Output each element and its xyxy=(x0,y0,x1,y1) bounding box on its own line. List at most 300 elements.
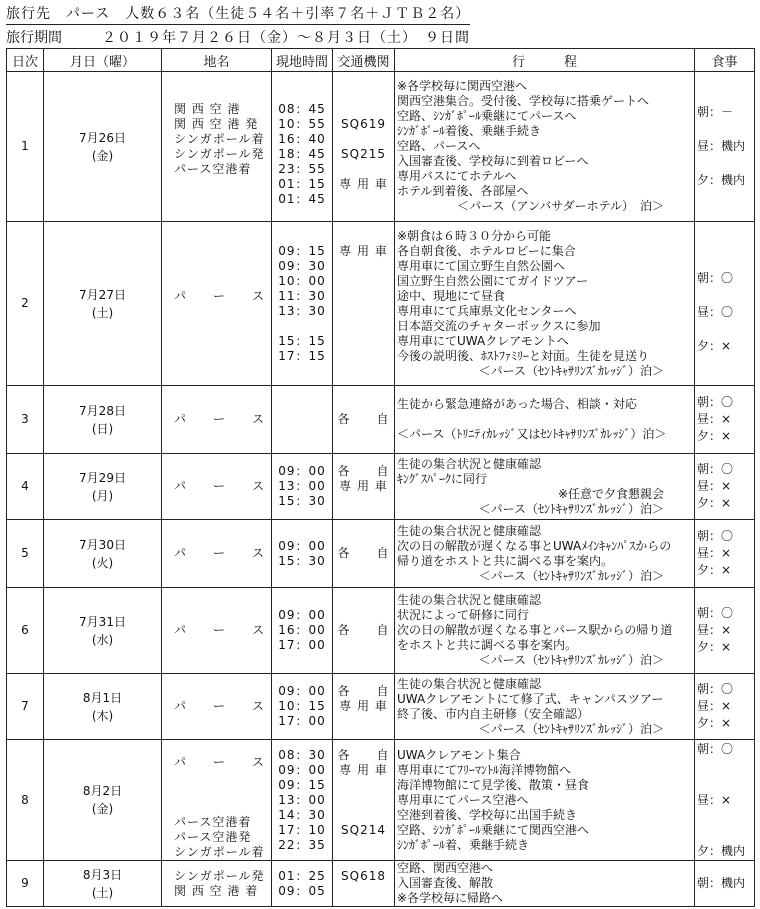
local-time: 13：00 xyxy=(278,792,326,807)
place-name: パース空港着 xyxy=(174,815,252,829)
local-time: 01：15 xyxy=(278,176,326,191)
itinerary-line: ｼﾝｶﾞﾎﾟｰﾙ着後、乗継手続き xyxy=(397,124,542,138)
date-text: 7月30日 xyxy=(79,537,126,552)
meal-entry xyxy=(697,809,752,826)
meal-entry: 夕：× xyxy=(697,563,732,577)
transport-mode xyxy=(335,778,392,793)
place-name: シンガポール着 xyxy=(174,845,265,859)
transport-cell xyxy=(333,222,395,386)
itinerary-cell xyxy=(395,674,695,740)
itinerary-line: 入国審査後、解散 xyxy=(397,876,494,890)
transport-mode xyxy=(335,87,392,102)
meal-entry: 朝：〇 xyxy=(697,270,734,285)
transport-cell xyxy=(333,454,395,520)
time-cell xyxy=(272,861,333,907)
place-name xyxy=(164,349,269,364)
time-cell xyxy=(272,386,333,454)
local-time: 14：30 xyxy=(278,807,326,822)
itinerary-line: 専用バスにてホテルへ xyxy=(397,169,517,183)
itinerary-line: UWAクレアモント集合 xyxy=(397,747,521,762)
local-time xyxy=(274,87,330,102)
trip-destination-line: 旅行先 パース 人数６３名（生徒５４名＋引率７名＋ＪＴＢ２名） xyxy=(6,3,470,25)
meal-entry: 朝：〇 xyxy=(697,529,734,543)
meal-entry: 朝：〇 xyxy=(697,682,734,696)
day-number-text: 5 xyxy=(21,546,29,560)
place-cell xyxy=(162,674,272,740)
meal-entry xyxy=(697,826,752,843)
itinerary-line: 今後の説明後、ﾎｽﾄﾌｧﾐﾘｰと対面。生徒を見送り xyxy=(397,348,650,363)
meal-entry xyxy=(697,121,752,138)
day-number-text: 8 xyxy=(21,792,29,807)
meal-entry: 昼：機内 xyxy=(697,139,746,153)
day-number-text: 3 xyxy=(21,412,29,426)
place-name xyxy=(164,319,269,334)
meal-entry xyxy=(697,758,752,775)
col-transport: 交通機関 xyxy=(333,49,395,72)
itinerary-line: ｷﾝｸﾞｽﾊﾟｰｸに同行 xyxy=(397,471,488,486)
transport-cell xyxy=(333,588,395,674)
transport-mode: SQ619 xyxy=(341,116,386,131)
itinerary-line: ホテル到着後、各部屋へ xyxy=(397,184,529,198)
day-number-text: 6 xyxy=(21,623,29,637)
itinerary-line: 専用車にて兵庫県文化センターへ xyxy=(397,303,577,318)
local-time: 08：45 xyxy=(278,101,326,116)
meal-entry: 昼：× xyxy=(697,699,732,713)
date-cell xyxy=(44,861,162,907)
local-time xyxy=(274,229,330,244)
date-cell xyxy=(44,222,162,386)
table-row xyxy=(7,861,755,907)
local-time: 11：30 xyxy=(278,288,326,303)
time-cell xyxy=(272,72,333,222)
meal-entry: 夕：× xyxy=(697,496,732,510)
weekday-text: (火) xyxy=(91,555,114,570)
place-name xyxy=(164,87,269,102)
place-name xyxy=(164,259,269,274)
transport-cell xyxy=(333,520,395,588)
local-time: 08：30 xyxy=(278,747,326,762)
itinerary-cell xyxy=(395,520,695,588)
itinerary-line: 空港到着後、学校毎に出国手続き xyxy=(397,807,578,822)
col-day: 日次 xyxy=(7,49,44,72)
transport-mode xyxy=(335,714,392,729)
place-name xyxy=(164,334,269,349)
itinerary-line: をホストと共に調べる事を案内。 xyxy=(397,638,578,652)
local-time: 16：00 xyxy=(278,623,326,637)
meal-entry: 朝：〇 xyxy=(697,741,734,756)
itinerary-line: 次の日の解散が遅くなる事とUWAﾒｲﾝｷｬﾝﾊﾟｽからの xyxy=(397,538,672,553)
itinerary-cell xyxy=(395,386,695,454)
place-name xyxy=(164,364,269,379)
transport-cell xyxy=(333,674,395,740)
meal-entry: 夕：機内 xyxy=(697,173,746,187)
local-time: 22：35 xyxy=(278,837,326,852)
weekday-text: (土) xyxy=(91,885,114,900)
transport-mode xyxy=(335,334,392,349)
day-number xyxy=(7,674,44,740)
transport-mode xyxy=(335,304,392,319)
itinerary-line: 専用車にてﾌﾘｰﾏﾝﾄﾙ海洋博物館へ xyxy=(397,762,572,777)
transport-mode: 専 用 車 xyxy=(339,176,388,191)
day-number xyxy=(7,72,44,222)
local-time: 09：00 xyxy=(278,762,326,777)
meal-entry: 朝：〇 xyxy=(697,395,734,409)
itinerary-table xyxy=(6,48,755,907)
place-name: シンガポール着 xyxy=(174,131,265,146)
local-time: 01：25 xyxy=(278,868,326,883)
trip-period-value: ２０１９年７月２６日（金）～８月３日（土） ９日間 xyxy=(102,30,470,46)
date-text: 7月31日 xyxy=(79,614,126,629)
local-time: 15：15 xyxy=(278,333,326,348)
itinerary-line: 生徒の集合状況と健康確認 xyxy=(397,523,542,538)
itinerary-line: ※朝食は６時３０分から可能 xyxy=(397,228,552,243)
local-time: 16：40 xyxy=(278,131,326,146)
date-text: 7月29日 xyxy=(79,470,126,485)
time-cell xyxy=(272,520,333,588)
date-cell xyxy=(44,520,162,588)
lodging-note: ＜パース（ｾﾝﾄｷｬｻﾘﾝｽﾞｶﾚｯｼﾞ）泊＞ xyxy=(478,568,664,583)
local-time: 09：30 xyxy=(278,258,326,273)
itinerary-line: 空路、関西空港へ xyxy=(397,861,494,875)
meal-entry xyxy=(697,287,752,304)
local-time: 15：30 xyxy=(278,553,326,568)
transport-mode xyxy=(335,808,392,823)
place-cell xyxy=(162,386,272,454)
place-name xyxy=(164,274,269,289)
transport-mode xyxy=(335,274,392,289)
meal-entry: 昼：× xyxy=(697,546,732,560)
place-name xyxy=(164,244,269,259)
itinerary-line xyxy=(397,412,692,427)
meal-entry xyxy=(697,775,752,792)
local-time: 09：15 xyxy=(278,243,326,258)
place-name: 関 西 空 港 着 xyxy=(174,883,259,898)
transport-mode: 各 自 xyxy=(337,546,390,560)
transport-cell xyxy=(333,72,395,222)
col-meals: 食事 xyxy=(695,49,755,72)
meal-entry: 昼：× xyxy=(697,623,732,637)
place-name: パ ー ス xyxy=(174,412,266,426)
meal-entry xyxy=(697,155,752,172)
place-name: パ ー ス xyxy=(174,699,266,713)
place-name: パース空港発 xyxy=(174,830,252,844)
itinerary-line: 途中、現地にて昼食 xyxy=(397,288,506,303)
meals-cell xyxy=(695,588,755,674)
meals-cell xyxy=(695,454,755,520)
date-cell xyxy=(44,740,162,861)
date-text: 8月1日 xyxy=(82,690,123,705)
date-cell xyxy=(44,588,162,674)
meal-entry: 夕：× xyxy=(697,429,732,443)
date-cell xyxy=(44,454,162,520)
weekday-text: (月) xyxy=(91,488,114,503)
meals-cell xyxy=(695,520,755,588)
table-row xyxy=(7,454,755,520)
place-name: シンガポール発 xyxy=(174,868,265,883)
place-name: 関 西 空 港 発 xyxy=(174,116,259,131)
col-place: 地名 xyxy=(162,49,272,72)
meal-entry: 昼：× xyxy=(697,792,732,807)
transport-mode xyxy=(335,102,392,117)
local-time: 10：00 xyxy=(278,273,326,288)
day-number-text: 9 xyxy=(21,876,29,890)
day-number xyxy=(7,861,44,907)
itinerary-line: ※各学校毎に帰路へ xyxy=(397,891,504,905)
lodging-note: ＜パース（ﾄﾘﾆﾃｨｶﾚｯｼﾞ又はｾﾝﾄｷｬｻﾘﾝｽﾞｶﾚｯｼﾞ）泊＞ xyxy=(397,427,667,441)
place-name xyxy=(164,800,269,815)
itinerary-cell xyxy=(395,222,695,386)
transport-mode xyxy=(335,259,392,274)
time-cell xyxy=(272,740,333,861)
meals-cell xyxy=(695,222,755,386)
meal-entry: 朝：機内 xyxy=(697,876,746,890)
local-time: 10：55 xyxy=(278,116,326,131)
transport-mode: 各 自 xyxy=(337,412,390,426)
day-number-text: 2 xyxy=(21,296,29,310)
transport-mode: 専 用 車 xyxy=(339,699,388,713)
itinerary-line: 関西空港集合。受付後、学校毎に搭乗ゲートへ xyxy=(397,94,650,108)
itinerary-line: 状況によって研修に同行 xyxy=(397,608,530,622)
place-cell xyxy=(162,222,272,386)
local-time: 15：30 xyxy=(278,494,326,508)
transport-mode xyxy=(335,793,392,808)
local-time xyxy=(274,412,330,427)
transport-mode xyxy=(335,162,392,177)
date-cell xyxy=(44,674,162,740)
local-time: 13：00 xyxy=(278,479,326,493)
date-cell xyxy=(44,386,162,454)
meals-cell xyxy=(695,861,755,907)
date-text: 7月28日 xyxy=(79,403,126,418)
local-time: 10：15 xyxy=(278,699,326,713)
transport-mode xyxy=(335,289,392,304)
local-time: 09：00 xyxy=(278,538,326,553)
table-row xyxy=(7,740,755,861)
table-row xyxy=(7,386,755,454)
place-name xyxy=(164,740,269,755)
col-date: 月日（曜） xyxy=(44,49,162,72)
itinerary-line: ※各学校毎に関西空港へ xyxy=(397,79,528,93)
place-cell xyxy=(162,454,272,520)
place-cell xyxy=(162,520,272,588)
place-name: 関 西 空 港 xyxy=(174,101,241,116)
local-time xyxy=(274,319,330,334)
local-time: 17：15 xyxy=(278,348,326,363)
itinerary-line: 海洋博物館にて見学後、散策・昼食 xyxy=(397,777,590,792)
itinerary-line: 専用車にて国立野生自然公園へ xyxy=(397,258,566,273)
local-time: 09：00 xyxy=(278,608,326,622)
local-time xyxy=(274,364,330,379)
itinerary-line: ｼﾝｶﾞﾎﾟｰﾙ着、乗継手続き xyxy=(397,837,530,852)
local-time: 18：45 xyxy=(278,146,326,161)
meal-entry xyxy=(697,253,752,270)
place-name xyxy=(164,770,269,785)
itinerary-cell xyxy=(395,588,695,674)
time-cell xyxy=(272,588,333,674)
meal-entry: 朝：－ xyxy=(697,105,734,119)
transport-mode: 各 自 xyxy=(337,747,390,762)
table-row xyxy=(7,72,755,222)
lodging-note: ※任意で夕食懇親会 xyxy=(557,486,664,501)
col-local-time: 現地時間 xyxy=(272,49,333,72)
day-number xyxy=(7,588,44,674)
transport-mode: 各 自 xyxy=(337,464,390,478)
meal-entry: 夕：× xyxy=(697,716,732,730)
itinerary-line: UWAクレアモントにて修了式、キャンパスツアー xyxy=(397,691,664,706)
place-name: パ ー ス xyxy=(174,479,266,493)
lodging-note: ＜パース（アンバサダーホテル） 泊＞ xyxy=(457,199,664,213)
transport-mode xyxy=(335,192,392,207)
local-time: 09：15 xyxy=(278,777,326,792)
place-name xyxy=(164,177,269,192)
transport-mode xyxy=(335,319,392,334)
meals-cell xyxy=(695,72,755,222)
place-name: パ ー ス xyxy=(174,546,266,560)
transport-mode xyxy=(335,349,392,364)
transport-mode xyxy=(335,884,392,899)
day-number xyxy=(7,222,44,386)
itinerary-line: 次の日の解散が遅くなる事とパース駅からの帰り道 xyxy=(397,623,673,637)
itinerary-line: 国立野生自然公園にてガイドツアー xyxy=(397,273,589,288)
local-time: 23：55 xyxy=(278,161,326,176)
time-cell xyxy=(272,222,333,386)
place-cell xyxy=(162,861,272,907)
meal-entry: 昼：〇 xyxy=(697,304,734,319)
itinerary-line: 生徒の集合状況と健康確認 xyxy=(397,456,542,471)
transport-mode: 各 自 xyxy=(337,684,390,698)
local-time: 09：00 xyxy=(278,464,326,478)
day-number-text: 1 xyxy=(21,139,29,153)
transport-mode xyxy=(335,494,392,509)
lodging-note: ＜パース（ｾﾝﾄｷｬｻﾘﾝｽﾞｶﾚｯｼﾞ）泊＞ xyxy=(478,721,664,736)
place-cell xyxy=(162,72,272,222)
meal-entry: 昼：× xyxy=(697,479,732,493)
itinerary-line: 専用車にてUWAクレアモントへ xyxy=(397,333,569,348)
transport-mode: 専 用 車 xyxy=(339,243,388,258)
lodging-note: ＜パース（ｾﾝﾄｷｬｻﾘﾝｽﾞｶﾚｯｼﾞ）泊＞ xyxy=(478,363,664,378)
place-name: シンガポール発 xyxy=(174,146,265,161)
day-number-text: 4 xyxy=(21,479,29,493)
itinerary-line: 各自朝食後、ホテルロビーに集合 xyxy=(397,243,576,258)
meal-entry: 夕：× xyxy=(697,338,732,353)
table-row xyxy=(7,520,755,588)
transport-mode: SQ214 xyxy=(341,822,386,837)
day-number xyxy=(7,740,44,861)
itinerary-body xyxy=(7,72,755,907)
meal-entry xyxy=(697,321,752,338)
transport-mode: SQ618 xyxy=(341,868,386,883)
itinerary-line: 終了後、市内自主研修（安全確認） xyxy=(397,706,590,721)
time-cell xyxy=(272,454,333,520)
local-time: 17：10 xyxy=(278,822,326,837)
itinerary-line: 空路、ｼﾝｶﾞﾎﾟｰﾙ乗継にて関西空港へ xyxy=(397,822,590,837)
trip-period xyxy=(6,27,470,47)
local-time: 13：30 xyxy=(278,303,326,318)
weekday-text: (土) xyxy=(91,305,114,320)
weekday-text: (金) xyxy=(91,148,114,163)
itinerary-line: 生徒から緊急連絡があった場合、相談・対応 xyxy=(397,397,637,411)
place-cell xyxy=(162,588,272,674)
itinerary-line: 生徒の集合状況と健康確認 xyxy=(397,593,542,607)
itinerary-line: 空路、パースへ xyxy=(397,139,481,153)
weekday-text: (木) xyxy=(91,708,114,723)
local-time: 09：05 xyxy=(278,883,326,898)
place-name: パ ー ス xyxy=(174,623,266,637)
itinerary-cell xyxy=(395,740,695,861)
col-itinerary: 行 程 xyxy=(395,49,695,72)
lodging-note: ＜パース（ｾﾝﾄｷｬｻﾘﾝｽﾞｶﾚｯｼﾞ）泊＞ xyxy=(478,653,664,667)
place-name xyxy=(164,192,269,207)
transport-mode: 専 用 車 xyxy=(339,762,388,777)
time-cell xyxy=(272,674,333,740)
itinerary-line: 日本語交流のチャターボックスに参加 xyxy=(397,318,601,333)
transport-cell xyxy=(333,861,395,907)
day-number xyxy=(7,454,44,520)
transport-mode: 各 自 xyxy=(337,623,390,637)
place-name xyxy=(164,304,269,319)
date-text: 8月3日 xyxy=(82,867,123,882)
transport-mode xyxy=(335,132,392,147)
local-time: 01：45 xyxy=(278,191,326,206)
trip-period-label: 旅行期間 xyxy=(6,30,62,46)
weekday-text: (日) xyxy=(91,421,114,436)
itinerary-line: 生徒の集合状況と健康確認 xyxy=(397,676,542,691)
date-cell xyxy=(44,72,162,222)
place-name: パ ー ス xyxy=(174,755,266,769)
transport-mode: SQ215 xyxy=(341,146,386,161)
place-name: パ ー ス xyxy=(174,288,266,303)
date-text: 7月27日 xyxy=(79,287,126,302)
day-number xyxy=(7,520,44,588)
itinerary-cell xyxy=(395,72,695,222)
local-time: 09：00 xyxy=(278,684,326,698)
day-number-text: 7 xyxy=(21,699,29,713)
itinerary-cell xyxy=(395,861,695,907)
transport-mode xyxy=(335,364,392,379)
table-row xyxy=(7,222,755,386)
place-name: パース空港着 xyxy=(174,161,252,176)
meals-cell xyxy=(695,674,755,740)
transport-cell xyxy=(333,740,395,861)
itinerary-line: 帰り道をホストと共に調べる事を案内。 xyxy=(397,553,614,568)
local-time: 17：00 xyxy=(278,714,326,728)
itinerary-line: 専用車にてパース空港へ xyxy=(397,792,529,807)
local-time: 17：00 xyxy=(278,638,326,652)
meals-cell xyxy=(695,386,755,454)
weekday-text: (水) xyxy=(91,632,114,647)
table-row xyxy=(7,588,755,674)
meal-entry: 昼：× xyxy=(697,412,732,426)
place-cell xyxy=(162,740,272,861)
place-name xyxy=(164,785,269,800)
transport-cell xyxy=(333,386,395,454)
weekday-text: (金) xyxy=(91,802,114,816)
meal-entry: 朝：〇 xyxy=(697,606,734,620)
meals-cell xyxy=(695,740,755,861)
place-name xyxy=(164,229,269,244)
header-row xyxy=(7,49,755,72)
table-row xyxy=(7,674,755,740)
itinerary-line: 入国審査後、学校毎に到着ロビーへ xyxy=(397,154,589,168)
date-text: 8月2日 xyxy=(82,784,123,798)
meal-entry: 朝：〇 xyxy=(697,462,734,476)
transport-mode: 専 用 車 xyxy=(339,479,388,493)
transport-mode xyxy=(335,838,392,853)
meal-entry: 夕：機内 xyxy=(697,843,746,858)
lodging-note: ＜パース（ｾﾝﾄｷｬｻﾘﾝｽﾞｶﾚｯｼﾞ）泊＞ xyxy=(478,501,664,516)
transport-mode xyxy=(335,229,392,244)
day-number xyxy=(7,386,44,454)
